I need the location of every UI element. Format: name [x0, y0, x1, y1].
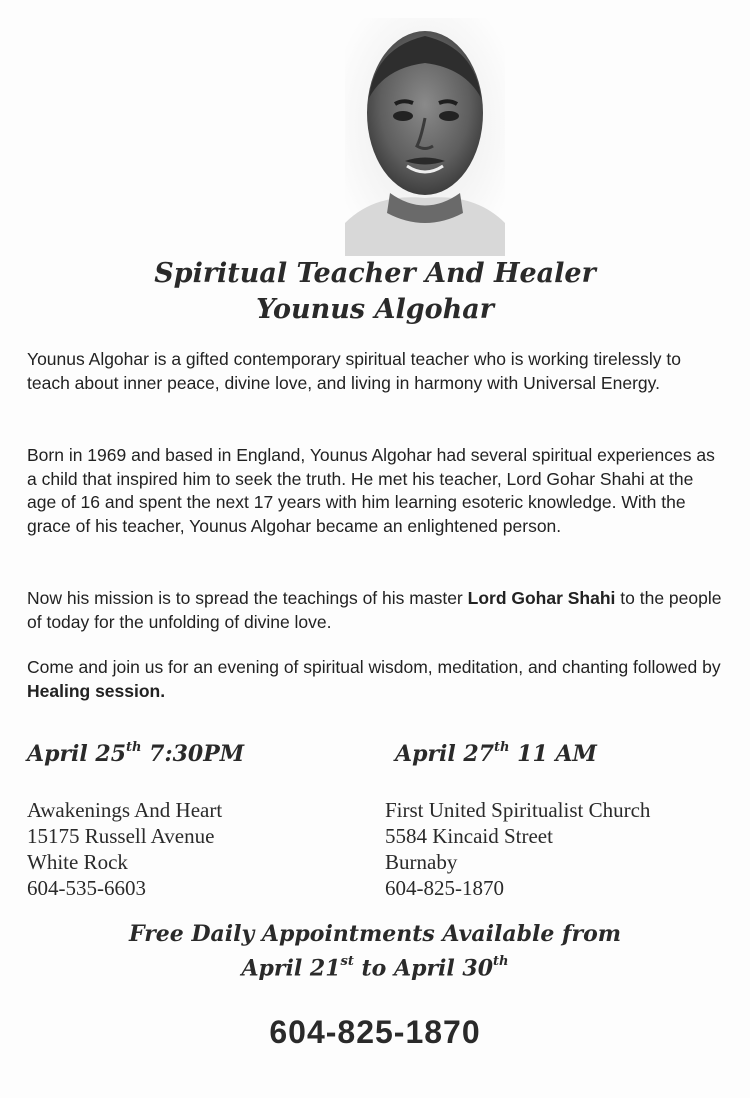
healing-session-label: Healing session. [27, 680, 166, 701]
venue-name: Awakenings And Heart [27, 798, 223, 822]
page-title: Spiritual Teacher And Healer [154, 258, 596, 289]
event-date-2: April 27th 11 AM [395, 739, 597, 767]
teacher-name: Younus Algohar [256, 294, 494, 325]
portrait-photo [345, 18, 505, 256]
contact-phone: 604-825-1870 [269, 1014, 481, 1050]
event-venue-2 [385, 797, 650, 901]
venue-street: 5584 Kincaid Street [385, 824, 553, 848]
venue-city: Burnaby [385, 850, 458, 874]
venue-street: 15175 Russell Avenue [27, 824, 215, 848]
venue-phone: 604-825-1870 [385, 876, 504, 900]
mission-paragraph: Now his mission is to spread the teachings of his master Lord Gohar Shahi to the people of today for the unfolding of divine love. [27, 588, 722, 632]
master-name: Lord Gohar Shahi [467, 588, 616, 608]
event-venue-1 [27, 797, 222, 901]
intro-paragraph: Younus Algohar is a gifted contemporary spiritual teacher who is working tirelessly to teach about inner peace, divine love, and living in harmony with Universal Energy. [27, 349, 681, 393]
appointments-date-range: April 21st to April 30th [241, 954, 509, 982]
event-date-1: April 25th 7:30PM [27, 739, 245, 767]
invitation-paragraph: Come and join us for an evening of spiritual wisdom, meditation, and chanting followed by Healing session. [27, 657, 721, 701]
biography-paragraph: Born in 1969 and based in England, Younus Algohar had several spiritual experiences as a child that inspired him to seek the truth. He met his teacher, Lord Gohar Shahi at the age of 16 and spent the next 17 years with him learning esoteric knowledge. With the grace of his teacher, Younus Algohar became an enlightened person. [27, 445, 715, 536]
appointments-headline: Free Daily Appointments Available from [128, 921, 622, 947]
venue-city: White Rock [27, 850, 128, 874]
venue-phone: 604-535-6603 [27, 876, 146, 900]
venue-name: First United Spiritualist Church [385, 798, 651, 822]
